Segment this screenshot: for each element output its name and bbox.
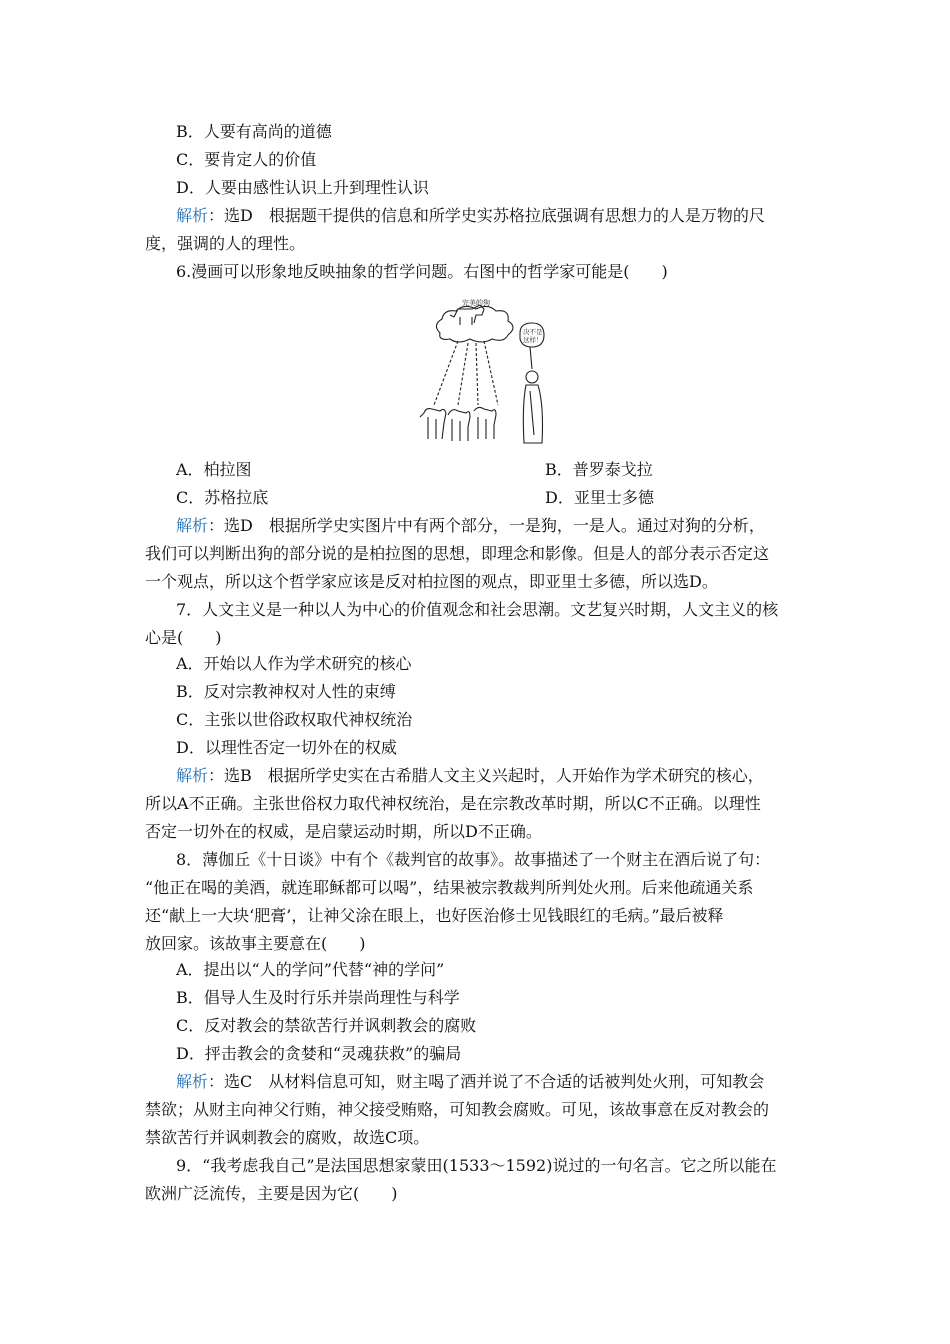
cloud-label: 完美的狗	[462, 299, 490, 307]
q7-analysis-line-3: 否定一切外在的权威，是启蒙运动时期，所以D不正确。	[145, 822, 542, 841]
q7-stem-line-2: 心是( )	[145, 628, 222, 647]
analysis-label: 解析	[176, 516, 209, 535]
cloud-shape	[436, 306, 513, 342]
q7-option-c: C．主张以世俗政权取代神权统治	[176, 710, 413, 729]
dog-icon-2	[448, 410, 470, 441]
q8-analysis-line-1	[176, 1070, 764, 1094]
arrow-1	[434, 341, 458, 405]
q6-analysis-line-3: 一个观点，所以这个哲学家应该是反对柏拉图的观点，即亚里士多德，所以选D。	[145, 572, 718, 591]
q6-option-d: D．亚里士多德	[545, 488, 654, 507]
dog-icon-1	[420, 409, 446, 440]
q5-option-b: B．人要有高尚的道德	[176, 122, 332, 141]
q8-stem-line-2: “他正在喝的美酒，就连耶稣都可以喝”，结果被宗教裁判所判处火刑。后来他疏通关系	[145, 878, 754, 897]
q9-stem-line-2: 欧洲广泛流传，主要是因为它( )	[145, 1184, 398, 1203]
q6-option-b: B．普罗泰戈拉	[545, 460, 653, 479]
q8-analysis-line-2: 禁欲；从财主向神父行贿，神父接受贿赂，可知教会腐败。可见，该故事意在反对教会的	[145, 1100, 770, 1119]
q7-analysis-line-2: 所以A不正确。主张世俗权力取代神权统治，是在宗教改革时期，所以C不正确。以理性	[145, 794, 761, 813]
analysis-text: ：选B 根据所学史实在古希腊人文主义兴起时，人开始作为学术研究的核心，	[208, 766, 764, 785]
q7-analysis-line-1	[176, 764, 764, 788]
dog-icon-3	[474, 407, 496, 439]
q5-option-d: D．人要由感性认识上升到理性认识	[176, 178, 429, 197]
q6-analysis-line-1	[176, 514, 765, 538]
philosopher-head	[526, 371, 538, 383]
q7-option-a: A．开始以人作为学术研究的核心	[176, 654, 412, 673]
q8-stem-line-3: 还“献上一大块‘肥膏’，让神父涂在眼上，也好医治修士见钱眼红的毛病。”最后被释	[145, 906, 724, 925]
bubble-text-line-2: 这样！	[523, 336, 543, 344]
q9-stem-line-1: 9．“我考虑我自己”是法国思想家蒙田(1533～1592)说过的一句名言。它之所以能在	[176, 1156, 777, 1175]
q5-analysis-line-1	[176, 204, 765, 228]
q8-stem-line-1: 8．薄伽丘《十日谈》中有个《裁判官的故事》。故事描述了一个财主在酒后说了句：	[176, 850, 771, 869]
q5-analysis-line-2: 度，强调的人的理性。	[145, 234, 306, 253]
q7-stem-line-1: 7．人文主义是一种以人为中心的价值观念和社会思潮。文艺复兴时期，人文主义的核	[176, 600, 779, 619]
q8-stem-line-4: 放回家。该故事主要意在( )	[145, 934, 366, 953]
analysis-label: 解析	[176, 206, 209, 225]
q7-option-b: B．反对宗教神权对人性的束缚	[176, 682, 396, 701]
analysis-label: 解析	[176, 1072, 209, 1091]
philosopher-body	[523, 385, 542, 443]
q5-option-c: C．要肯定人的价值	[176, 150, 317, 169]
analysis-label: 解析	[176, 766, 209, 785]
q6-option-c: C．苏格拉底	[176, 488, 269, 507]
philosopher-cartoon-figure	[418, 295, 558, 445]
q8-analysis-line-3: 禁欲苦行并讽刺教会的腐败，故选C项。	[145, 1128, 430, 1147]
bubble-text-line-1: 决不是	[523, 328, 543, 336]
q8-option-a: A．提出以“人的学问”代替“神的学问”	[176, 960, 445, 979]
q6-option-a: A．柏拉图	[176, 460, 252, 479]
analysis-text: ：选C 从材料信息可知，财主喝了酒并说了不合适的话被判处火刑，可知教会	[208, 1072, 765, 1091]
q8-option-d: D．抨击教会的贪婪和“灵魂获救”的骗局	[176, 1044, 462, 1063]
analysis-text: ：选D 根据所学史实图片中有两个部分，一是狗，一是人。通过对狗的分析，	[208, 516, 765, 535]
arrow-3	[476, 343, 478, 405]
q6-analysis-line-2: 我们可以判断出狗的部分说的是柏拉图的思想，即理念和影像。但是人的部分表示否定这	[145, 544, 770, 563]
analysis-text: ：选D 根据题干提供的信息和所学史实苏格拉底强调有思想力的人是万物的尺	[208, 206, 765, 225]
q7-option-d: D．以理性否定一切外在的权威	[176, 738, 397, 757]
q8-option-b: B．倡导人生及时行乐并崇尚理性与科学	[176, 988, 460, 1007]
q8-option-c: C．反对教会的禁欲苦行并讽刺教会的腐败	[176, 1016, 477, 1035]
arrow-2	[458, 343, 468, 405]
q6-stem: 6.漫画可以形象地反映抽象的哲学问题。右图中的哲学家可能是( )	[176, 262, 668, 281]
arrow-4	[484, 341, 498, 405]
